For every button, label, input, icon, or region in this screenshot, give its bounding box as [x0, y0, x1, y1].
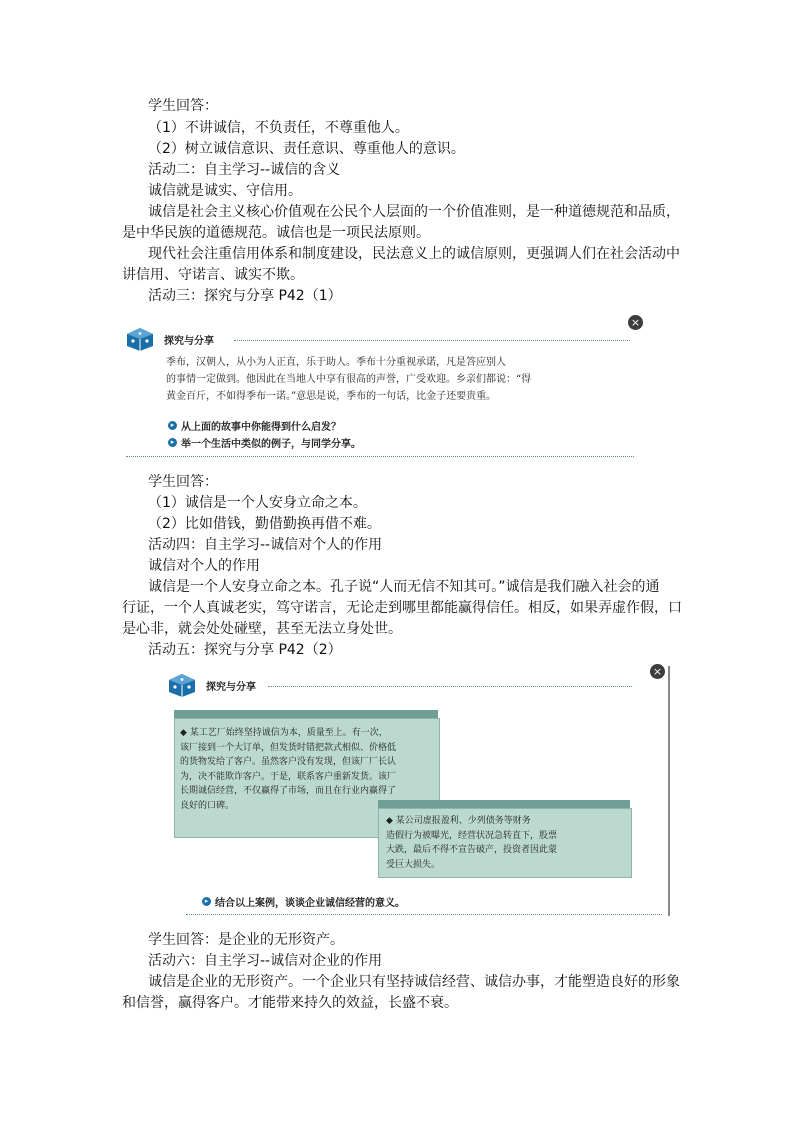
answer-item: （2）比如借钱，勤借勤换再借不难。 — [148, 516, 381, 532]
answer-heading: 学生回答： — [148, 98, 218, 114]
explore-share-box-1 — [122, 312, 646, 462]
paragraph-line: 是心非，就会处处碰壁，甚至无法立身处世。 — [122, 621, 402, 637]
paragraph-line: 诚信就是诚实、守信用。 — [148, 183, 302, 199]
box-header — [166, 672, 256, 698]
answer-item: （1）诚信是一个人安身立命之本。 — [148, 495, 367, 511]
case-line: 受巨大损失。 — [386, 859, 441, 870]
case-text-1 — [180, 726, 396, 813]
dotted-divider — [268, 686, 632, 687]
answer-heading: 学生回答： — [148, 474, 218, 490]
answer-item: （2）树立诚信意识、责任意识、尊重他人的意识。 — [148, 141, 465, 157]
case-text-2 — [386, 814, 557, 872]
paragraph-line: 是中华民族的道德规范。诚信也是一项民法原则。 — [122, 225, 430, 241]
case-line: ◆ 某公司虚报盈利、少列债务等财务 — [386, 816, 531, 826]
answer-item: （1）不讲诚信，不负责任，不尊重他人。 — [148, 120, 409, 136]
dotted-divider — [126, 456, 634, 457]
question-text: 结合以上案例，谈谈企业诚信经营的意义。 — [215, 898, 405, 909]
story-text — [166, 354, 531, 405]
paragraph-line: 行证，一个人真诚老实，笃守诺言，无论走到哪里都能赢得信任。相反，如果弄虚作假，口 — [122, 600, 682, 616]
answer-heading: 学生回答：是企业的无形资产。 — [148, 932, 344, 948]
story-line: 季布，汉朝人，从小为人正直，乐于助人。季布十分重视承诺，凡是答应别人 — [166, 357, 506, 368]
cube-icon — [166, 672, 198, 698]
activity-heading: 活动六：自主学习--诚信对企业的作用 — [148, 953, 383, 969]
box-title: 探究与分享 — [206, 681, 256, 693]
activity-heading: 活动二：自主学习--诚信的含义 — [148, 162, 341, 178]
case-line: 长期诚信经营，不仅赢得了市场，而且在行业内赢得了 — [180, 786, 397, 796]
paragraph-line: 讲信用、守诺言、诚实不欺。 — [122, 267, 304, 283]
case-line: ◆ 某工艺厂始终坚持诚信为本，质量至上。有一次， — [180, 728, 388, 738]
cube-icon — [124, 326, 156, 352]
explore-share-box-2 — [164, 662, 674, 920]
dotted-divider — [234, 340, 630, 341]
case-line: 为，决不能欺诈客户。于是，联系客户重新发货。该厂 — [180, 771, 397, 782]
paragraph-line: 现代社会注重信用体系和制度建设，民法意义上的诚信原则，更强调人们在社会活动中 — [148, 246, 680, 262]
close-icon[interactable]: × — [650, 664, 665, 679]
story-line: 的事情一定做到。他因此在当地人中享有很高的声誉，广受欢迎。乡亲们都说：“得 — [166, 374, 532, 385]
paragraph-line: 诚信是社会主义核心价值观在公民个人层面的一个价值准则，是一种道德规范和品质， — [148, 204, 680, 220]
question-item — [202, 894, 405, 909]
paragraph-line: 诚信是企业的无形资产。一个企业只有坚持诚信经营、诚信办事，才能塑造良好的形象 — [148, 974, 680, 990]
question-item — [168, 435, 361, 450]
question-text: 举一个生活中类似的例子，与同学分享。 — [181, 439, 361, 450]
case-line: 造假行为被曝光，经营状况急转直下，股票 — [386, 830, 558, 841]
arrow-right-icon: ▸ — [168, 421, 177, 430]
box-header — [124, 326, 214, 352]
case-line: 的货物发给了客户。虽然客户没有发现，但该厂厂长认 — [180, 757, 397, 767]
question-text: 从上面的故事中你能得到什么启发？ — [181, 422, 341, 433]
story-line: 黄金百斤，不如得季布一诺。”意思是说，季布的一句话，比金子还要贵重。 — [166, 391, 497, 402]
activity-heading: 活动三：探究与分享 P42（1） — [148, 288, 342, 304]
arrow-right-icon: ▸ — [168, 438, 177, 447]
side-rule — [668, 666, 670, 916]
paragraph-line: 和信誉，赢得客户。才能带来持久的效益，长盛不衰。 — [122, 995, 458, 1011]
paragraph-line: 诚信是一个人安身立命之本。孔子说“人而无信不知其可。”诚信是我们融入社会的通 — [148, 579, 660, 595]
arrow-right-icon: ▸ — [202, 897, 211, 906]
box-title: 探究与分享 — [164, 335, 214, 347]
case-line: 良好的口碑。 — [180, 800, 235, 811]
subheading: 诚信对个人的作用 — [148, 558, 260, 574]
dotted-divider — [186, 914, 662, 915]
question-item — [168, 418, 341, 433]
activity-heading: 活动五：探究与分享 P42（2） — [148, 642, 342, 658]
activity-heading: 活动四：自主学习--诚信对个人的作用 — [148, 537, 383, 553]
case-line: 该厂接到一个大订单，但发货时错把款式相似、价格低 — [180, 742, 397, 753]
case-line: 大跌，最后不得不宣告破产，投资者因此蒙 — [386, 845, 558, 855]
close-icon[interactable]: × — [628, 315, 643, 330]
